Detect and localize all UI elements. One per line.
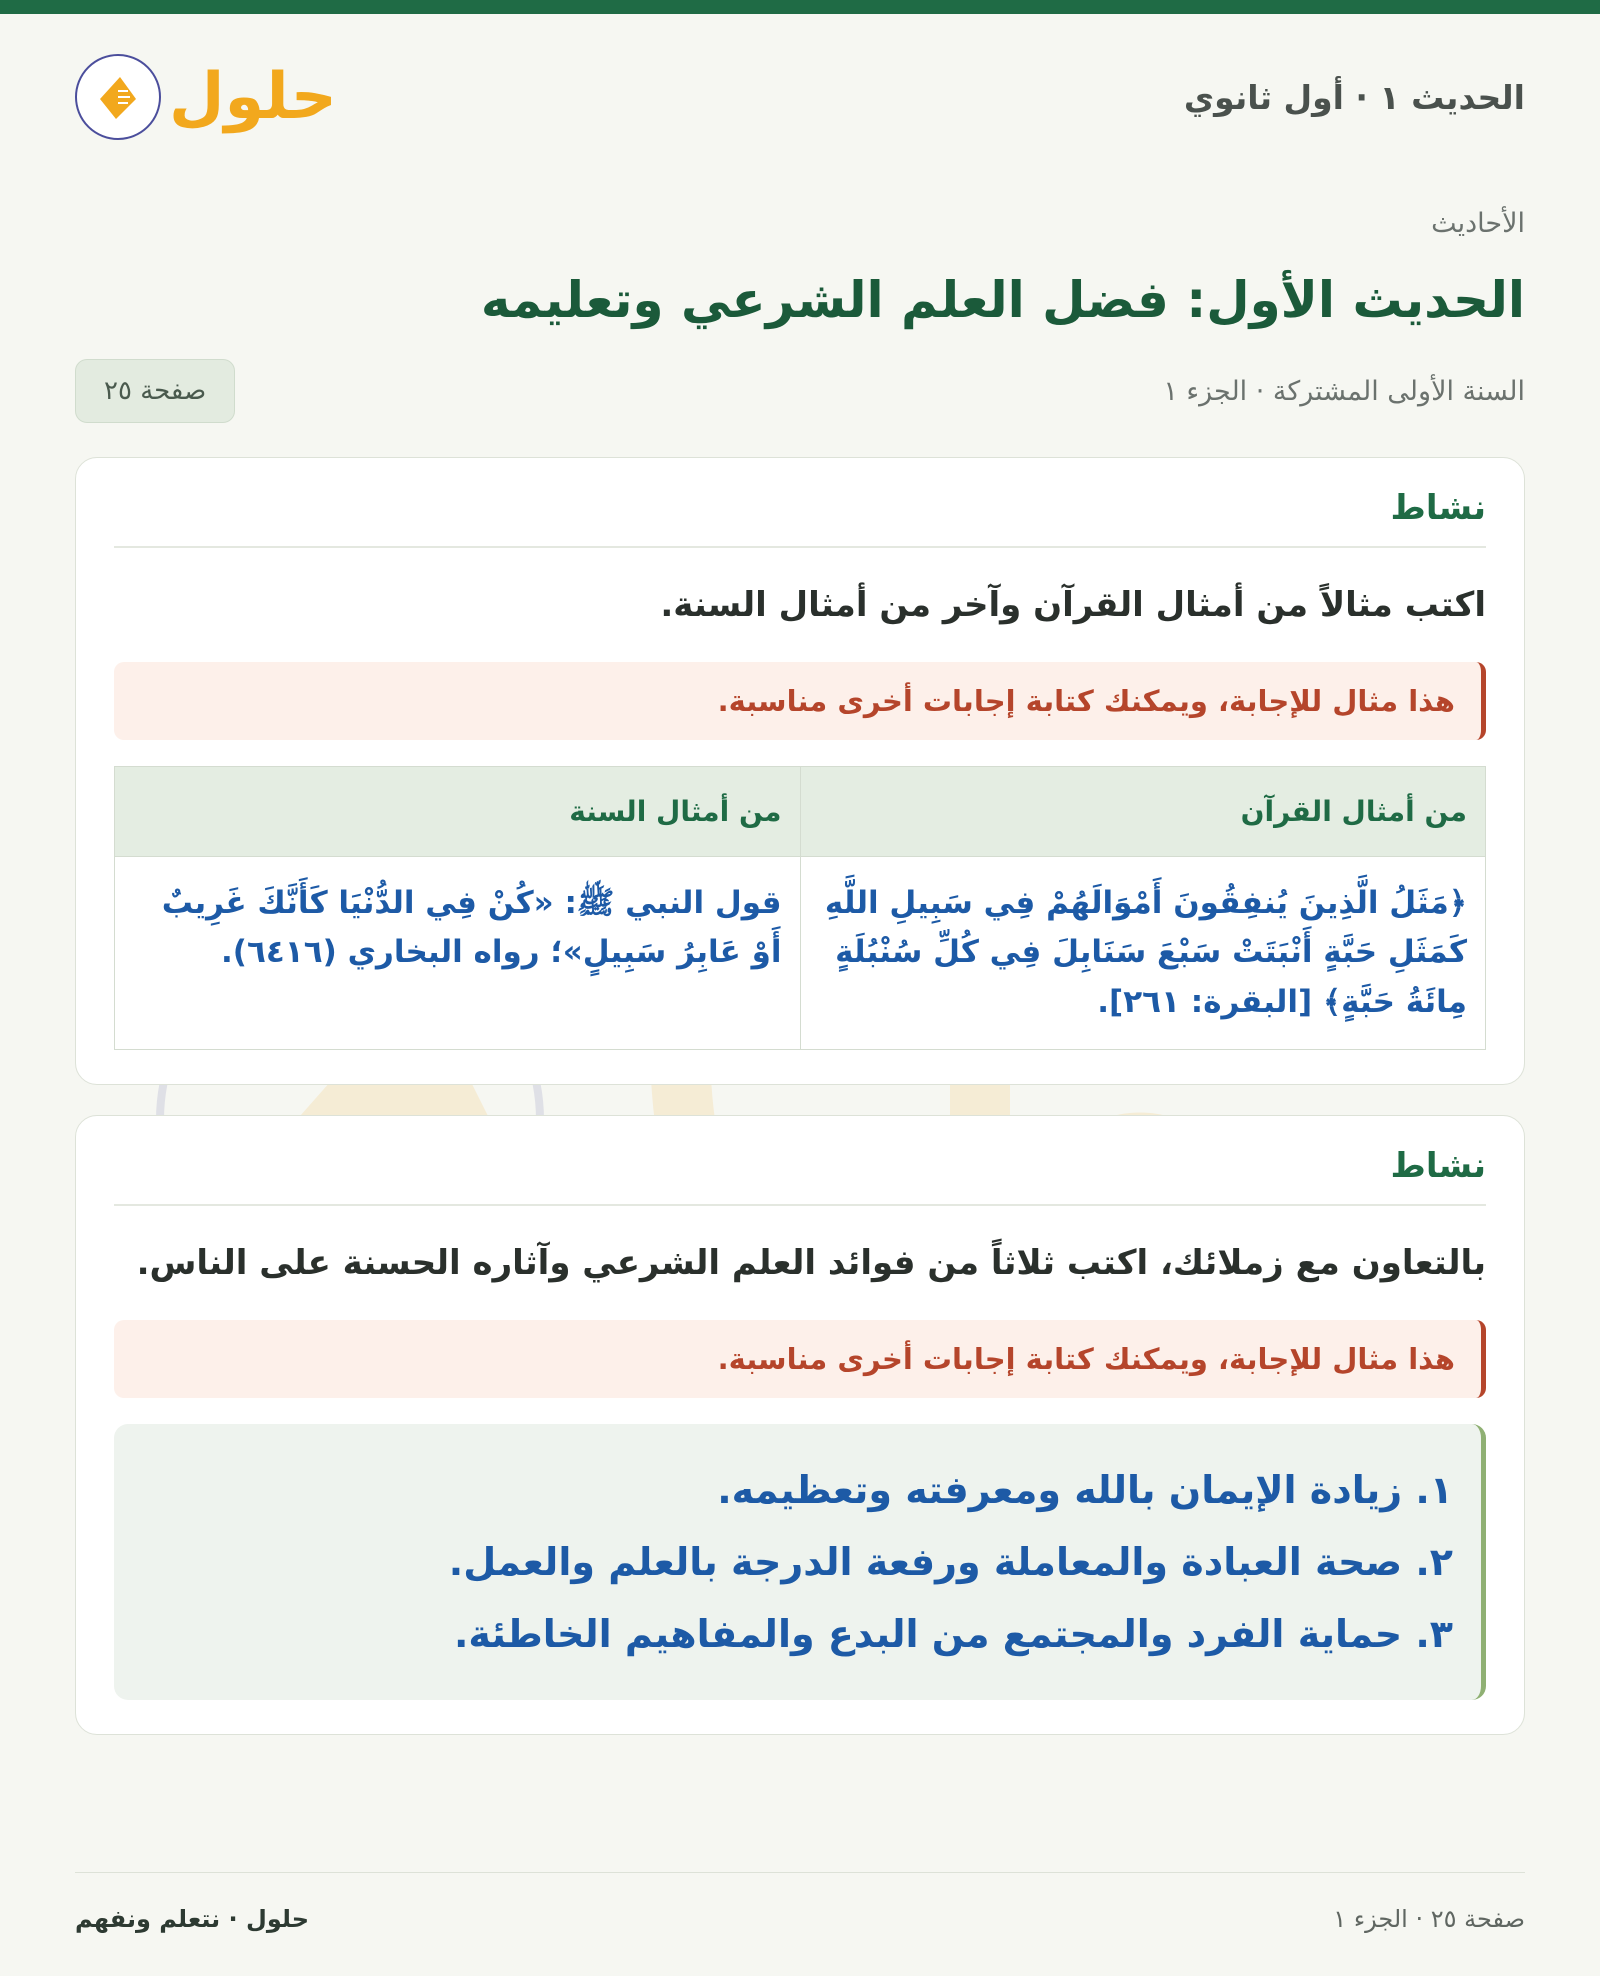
page-footer (75, 1872, 1525, 1933)
page-content (75, 14, 1525, 1976)
breadcrumb[interactable]: الأحاديث (1431, 208, 1525, 239)
answers-box (114, 1424, 1486, 1701)
sunnah-example-cell: قول النبي ﷺ: «كُنْ فِي الدُّنْيَا كَأَنَّكَ غَرِيبٌ أَوْ عَابِرُ سَبِيلٍ»؛ رواه البخاري (٦٤١٦). (115, 856, 801, 1050)
quran-example-cell: ﴿مَثَلُ الَّذِينَ يُنفِقُونَ أَمْوَالَهُمْ فِي سَبِيلِ اللَّهِ كَمَثَلِ حَبَّةٍ أَنْبَتَتْ سَبْعَ سَنَابِلَ فِي كُلِّ سُنْبُلَةٍ مِائَةُ حَبَّةٍ﴾ [البقرة: ٢٦١]. (800, 856, 1486, 1050)
meta-row (75, 359, 1525, 423)
brand-logo[interactable] (75, 54, 337, 140)
activity-question: اكتب مثالاً من أمثال القرآن وآخر من أمثال السنة. (660, 585, 1486, 625)
list-item: ١. زيادة الإيمان بالله ومعرفته وتعظيمه. (717, 1467, 1453, 1512)
examples-table (114, 766, 1486, 1051)
list-item: ٢. صحة العبادة والمعاملة ورفعة الدرجة بالعلم والعمل. (448, 1539, 1453, 1584)
activity-question: بالتعاون مع زملائك، اكتب ثلاثاً من فوائد العلم الشرعي وآثاره الحسنة على الناس. (136, 1243, 1486, 1284)
top-accent-bar (0, 0, 1600, 14)
header-title: الحديث ١ · أول ثانوي (1183, 77, 1525, 117)
activity-card-2 (75, 1115, 1525, 1735)
answer-note: هذا مثال للإجابة، ويمكنك كتابة إجابات أخرى مناسبة. (114, 662, 1486, 740)
page-number-badge: صفحة ٢٥ (75, 359, 235, 423)
course-info: السنة الأولى المشتركة · الجزء ١ (1163, 375, 1525, 407)
answer-note: هذا مثال للإجابة، ويمكنك كتابة إجابات أخرى مناسبة. (114, 1320, 1486, 1398)
list-item: ٣. حماية الفرد والمجتمع من البدع والمفاهيم الخاطئة. (453, 1612, 1453, 1657)
page-header (75, 14, 1525, 180)
footer-page-info: صفحة ٢٥ · الجزء ١ (1333, 1905, 1525, 1933)
column-header-quran: من أمثال القرآن (800, 766, 1486, 856)
activity-heading: نشاط (114, 488, 1486, 548)
footer-brand: حلول · نتعلم ونفهم (75, 1905, 309, 1933)
activity-card-1 (75, 457, 1525, 1085)
table-row (115, 856, 1486, 1050)
column-header-sunnah: من أمثال السنة (115, 766, 801, 856)
book-icon (75, 54, 161, 140)
logo-wordmark: حلول (169, 60, 337, 134)
page-title: الحديث الأول: فضل العلم الشرعي وتعليمه (480, 271, 1525, 329)
activity-heading: نشاط (114, 1146, 1486, 1206)
table-header-row (115, 766, 1486, 856)
